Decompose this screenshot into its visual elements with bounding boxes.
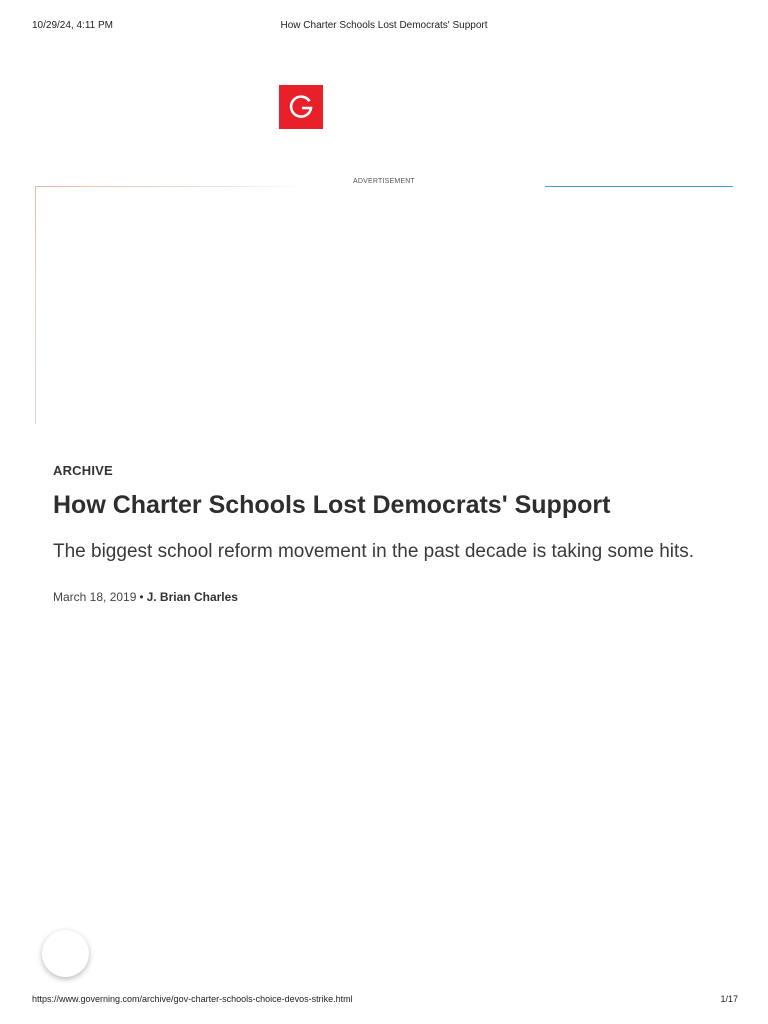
article-date: March 18, 2019 (53, 590, 137, 604)
article-headline: How Charter Schools Lost Democrats' Support (53, 491, 611, 519)
author-link[interactable]: J. Brian Charles (146, 590, 238, 604)
print-header-title: How Charter Schools Lost Democrats' Support (280, 20, 488, 31)
ad-border-top (35, 186, 305, 187)
article-byline (53, 590, 238, 604)
ad-border-accent (545, 186, 733, 187)
floating-action-button[interactable] (42, 930, 89, 977)
governing-logo-icon (287, 93, 315, 121)
governing-logo[interactable] (279, 85, 323, 129)
ad-border-left (35, 186, 36, 424)
article-subheadline: The biggest school reform movement in the past decade is taking some hits. (53, 541, 695, 562)
section-label-archive[interactable]: ARCHIVE (53, 463, 113, 478)
print-footer-url: https://www.governing.com/archive/gov-charter-schools-choice-devos-strike.html (32, 994, 353, 1004)
print-footer-page: 1/17 (720, 994, 738, 1004)
advertisement-label: ADVERTISEMENT (353, 178, 415, 185)
print-header-datetime: 10/29/24, 4:11 PM (32, 20, 113, 31)
byline-separator: • (139, 590, 144, 604)
advertisement-slot[interactable] (35, 186, 535, 424)
